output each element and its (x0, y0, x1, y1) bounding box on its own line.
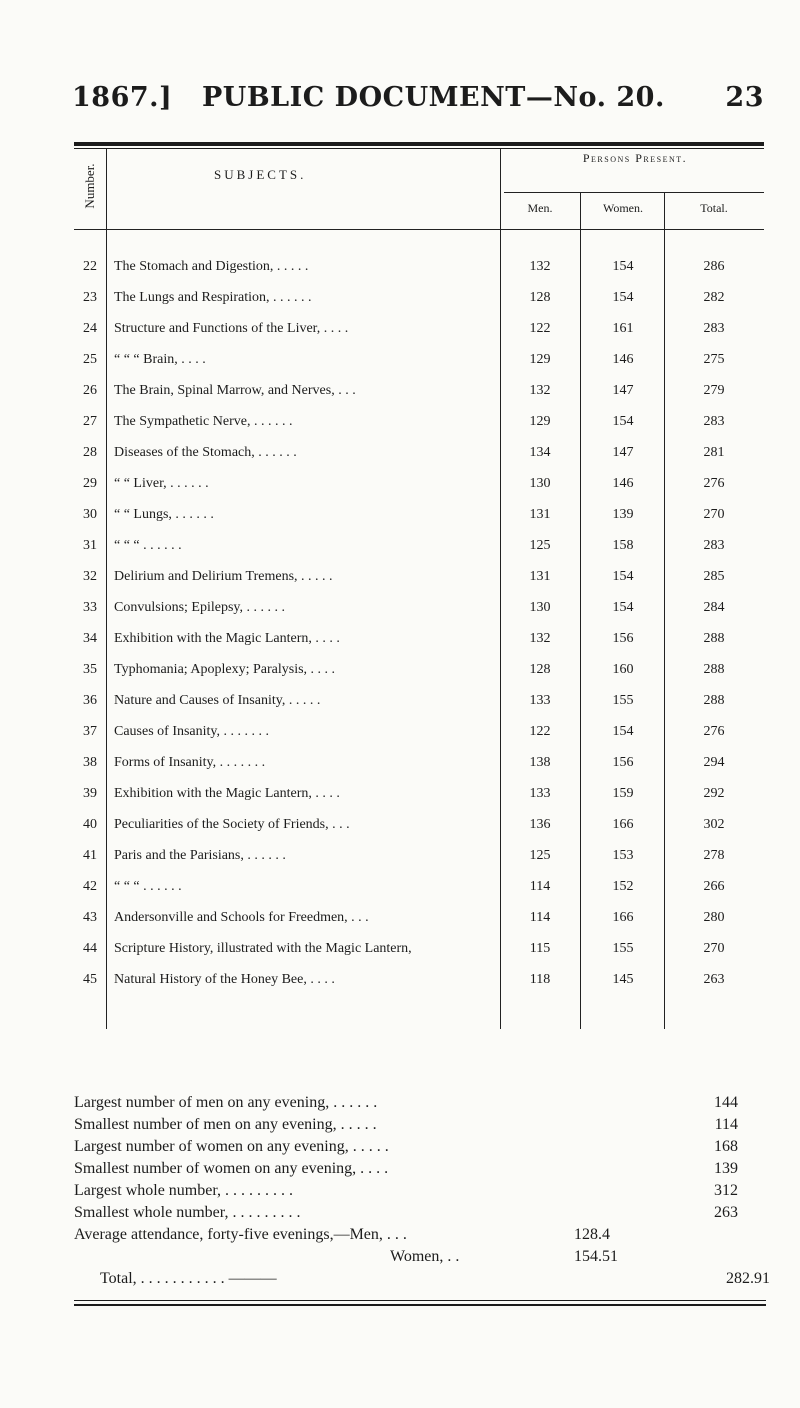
bottom-rule-thick (74, 1304, 766, 1306)
table-row: 36 Nature and Causes of Insanity, . . . . . 133 155 288 (83, 693, 725, 708)
attendance-table (74, 145, 764, 1025)
table-row: 28 Diseases of the Stomach, . . . . . . 134 147 281 (83, 445, 725, 460)
table-row: 26 The Brain, Spinal Marrow, and Nerves, . . . 132 147 279 (83, 383, 725, 398)
table-row: 45 Natural History of the Honey Bee, . . . . 118 145 263 (83, 972, 725, 987)
men-column-header: Men. (527, 201, 553, 215)
persons-present-header: Persons Present. (582, 151, 688, 165)
women-column-header: Women. (602, 201, 644, 215)
summary-line: Largest number of women on any evening, . . . . . 168 (74, 1138, 738, 1155)
summary-line: Largest whole number, . . . . . . . . . 312 (74, 1182, 738, 1199)
header-title: PUBLIC DOCUMENT—No. 20. (202, 82, 665, 113)
table-row: 37 Causes of Insanity, . . . . . . . 122 154 276 (83, 724, 725, 739)
table-row: 27 The Sympathetic Nerve, . . . . . . 129 154 283 (83, 414, 725, 429)
table-row: 39 Exhibition with the Magic Lantern, . . . . 133 159 292 (83, 786, 725, 801)
table-row: 43 Andersonville and Schools for Freedmen, . . . 114 166 280 (83, 910, 725, 925)
total-column-header: Total. (700, 201, 728, 215)
table-row: 25 “ “ “ Brain, . . . . 129 146 275 (83, 352, 725, 367)
table-row: 29 “ “ Liver, . . . . . . 130 146 276 (83, 476, 725, 491)
summary-line: Smallest number of men on any evening, . . . . . 114 (74, 1116, 738, 1133)
summary-line: Smallest number of women on any evening, . . . . 139 (74, 1160, 738, 1177)
header-bottom-rule (74, 229, 764, 230)
page-header (72, 82, 764, 122)
number-column-header: Number. (82, 163, 97, 209)
summary-line: Total, . . . . . . . . . . . ——— 282.91 (100, 1270, 770, 1287)
header-year: 1867.] (72, 82, 173, 113)
persons-present-rule (504, 192, 764, 193)
table-row: 30 “ “ Lungs, . . . . . . 131 139 270 (83, 507, 725, 522)
summary-line: Average attendance, forty-five evenings,—Men, . . . 128.4 (74, 1226, 610, 1243)
table-row: 33 Convulsions; Epilepsy, . . . . . . 130 154 284 (83, 600, 725, 615)
table-row: 44 Scripture History, illustrated with the Magic Lantern, 115 155 270 (83, 941, 725, 956)
table-row: 41 Paris and the Parisians, . . . . . . 125 153 278 (83, 848, 725, 863)
table-row: 35 Typhomania; Apoplexy; Paralysis, . . . . 128 160 288 (83, 662, 725, 677)
summary-line: Smallest whole number, . . . . . . . . . 263 (74, 1204, 738, 1221)
table-row: 40 Peculiarities of the Society of Friends, . . . 136 166 302 (83, 817, 725, 832)
table-row: 22 The Stomach and Digestion, . . . . . 132 154 286 (83, 259, 725, 274)
table-row: 34 Exhibition with the Magic Lantern, . . . . 132 156 288 (83, 631, 725, 646)
header-page-number: 23 (725, 82, 764, 113)
summary-line: Women, . . 154.51 (390, 1248, 618, 1265)
summary-line: Largest number of men on any evening, . . . . . . 144 (74, 1094, 738, 1111)
bottom-rule-thin (74, 1300, 766, 1301)
table-row: 23 The Lungs and Respiration, . . . . . . 128 154 282 (83, 290, 725, 305)
table-row: 24 Structure and Functions of the Liver, . . . . 122 161 283 (83, 321, 725, 336)
table-row: 38 Forms of Insanity, . . . . . . . 138 156 294 (83, 755, 725, 770)
table-row: 31 “ “ “ . . . . . . 125 158 283 (83, 538, 725, 553)
table-row: 42 “ “ “ . . . . . . 114 152 266 (83, 879, 725, 894)
subjects-column-header: SUBJECTS. (214, 167, 307, 182)
table-row: 32 Delirium and Delirium Tremens, . . . . . 131 154 285 (83, 569, 725, 584)
